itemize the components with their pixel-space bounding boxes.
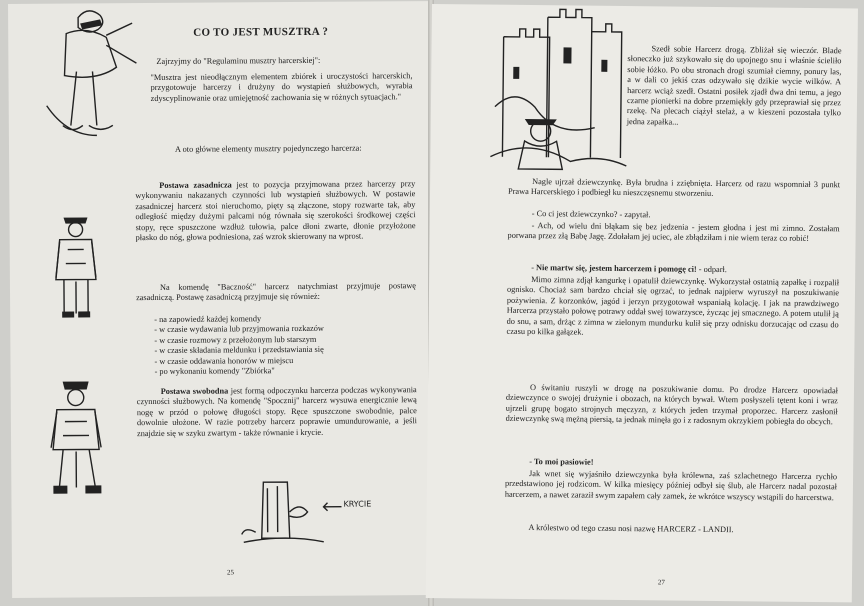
list-item: - w czasie składania meldunku i przedstawiania się: [154, 344, 414, 356]
cartoon-drummer-illustration: [36, 5, 147, 146]
story-paragraph-7: Jak wnet się wyjaśniło dziewczynka była królewna, zaś szlachetnego Harcerza rychło przedstawiono jej rodzicom. W kilka miesięcy później odbył się ślub, ale Harcerz nadal pozostał harcerzem, a nawet zaraził swym zapałem cały zamek, że wkrótce wszyscy wstąpili do harcerstwa.: [504, 469, 838, 503]
regulation-quote: "Musztra jest nieodłącznym elementem zbiórek i uroczystości harcerskich, przygotowuje harcerzy i drużyny do wystąpień służbowych, wyrabia zdyscyplinowanie oraz umiejętność zachowania się w różnych sytuacjach.": [150, 71, 413, 103]
right-page: [426, 4, 858, 602]
postawa-zasadnicza-term: Postawa zasadnicza: [159, 180, 232, 190]
story-bold-line-2: - To moi pasiowie!: [529, 457, 594, 467]
story-paragraph-1: Szedł sobie Harcerz drogą. Zbliżał się wieczór. Blade słoneczko już szykowało się do upojnego snu i właśnie ścieliło sobie łóżko. Po obu stronach drogi szumiał ciemny, ponury las, a w dali co jekiś czas odzywało się dzikie wycie wilków. A harcerz wciąż szedł. Ostatni posiłek zjadł dwa dni temu, a jego czarne pionierki na dobre przemiękły gdy przeprawiał się przez rzekę. Na plecach ciążył stelaż, a w kieszeni pozostała tylko jedna zapałka...: [626, 44, 842, 127]
arrow-left-icon: [321, 502, 341, 512]
story-ending: A królestwo od tego czasu nosi nazwę HARCERZ - LANDII.: [528, 523, 734, 535]
list-item: - po wykonaniu komendy "Zbiórka": [155, 365, 415, 377]
story-paragraph-2: Nagle ujrzał dziewczynkę. Była brudna i zziębnięta. Harcerz od razu wspomniał 3 punkt Prawa Harcerskiego i podbiegł ku nieszczęsnemu stworzeniu.: [507, 177, 841, 199]
zasadnicza-list: [154, 313, 414, 377]
page-number: 25: [226, 568, 235, 577]
krycie-label: KRYCIE: [343, 499, 372, 509]
list-item: - w czasie rozmowy z przełożonym lub starszym: [154, 334, 414, 346]
page-number: 27: [657, 578, 665, 587]
left-page: [8, 1, 432, 598]
postawa-zasadnicza-paragraph: [135, 179, 415, 243]
elements-lead: A oto główne elementy musztry pojedynczego harcerza:: [174, 143, 362, 154]
list-item: - w czasie wydawania lub przyjmowania rozkazów: [154, 324, 414, 336]
castle-and-scout-illustration: [484, 7, 634, 177]
postawa-swobodna-paragraph: [137, 385, 417, 439]
scout-at-ease-illustration: [43, 377, 110, 501]
postawa-zasadnicza-text: jest to pozycja przyjmowana przez harcerzy przy wykonywaniu nakazanych czynności lub wystąpień służbowych. W postawie zasadniczej harcerz stoi nieruchomo, pięty są złączone, stopy rozwarte tak, aby odległość między dużymi palcami nóg równała się szerokości środkowej części stopy, ręce spuszczone wzdłuż tułowia, palce dłoni zwarte, dłonie przyłożone płasko do nóg, głowa podniesiona, zaś wzrok skierowany na wprost.: [135, 179, 416, 243]
story-paragraph-5: Mimo zimna zdjął kangurkę i opatulił dziewczynkę. Wykorzystał ostatnią zapałkę i rozpalił ognisko. Chociaż sam bardzo chciał się ogrzać, to jednak najpierw wyruszył na poszukiwanie pożywienia. Z korzonków, jagód i jerzyn przygotował wspaniałą kolację. I jak na prawdziwego Harcerza przystało połowę potrawy oddał swej towarzysce, życząc jej smacznego. A potem utulił ją do snu, a sam, drżąc z zimna w zielonym mundurku kulił się przy odnisku dorzucając od czasu do czasu po kilka gałązek.: [506, 275, 840, 337]
intro-text: Zajrzyjmy do "Regulaminu musztry harcerskiej":: [156, 55, 321, 66]
story-paragraph-3: - Co ci jest dziewczynko? - zapytał.: [531, 209, 651, 220]
bold-dialogue: - Nie martw się, jestem harcerzem i pomogę ci!: [531, 263, 697, 274]
story-paragraph-4: - Ach, od wielu dni błąkam się bez jedzenia - jestem głodna i jest mi zimno. Zostałam porwana przez złą Babę Jagę. Zdołałam jej uciec, ale zbłądziłam i nie wiem teraz co robić!: [507, 221, 840, 244]
postawa-swobodna-text: jest formą odpoczynku harcerza podczas wykonywania czynności służbowych. Na komendę "Spocznij" harcerz wysuwa energicznie lewą nogę w przód o połowę długości stopy. Ręce spuszczone swobodnie, palce dowolnie ułożone. W razie potrzeby harcerz poprawie umundurowanie, a jeśli znajdzie się w szyku zwartym - także równanie i krycie.: [136, 385, 417, 438]
story-paragraph-6: O świtaniu ruszyli w drogę na poszukiwanie domu. Po drodze Harcerz opowiadał dziewczynce o swojej drużynie i obozach, na których bywał. Wtem posłyszeli tętent koni i wraz ujrzeli grupę bogato strojnych męczyzn, z których jeden trzymał proporzec. Harcerz zasłonił dziewczynkę swą mężną piersią, ta jednak minęła go i z radosnym okrzykiem pobiegła do obcych.: [505, 383, 839, 427]
postawa-swobodna-term: Postawa swobodna: [160, 386, 229, 396]
list-item: - w czasie oddawania honorów w miejscu: [154, 355, 414, 367]
komenda-bacznosc-text: Na komendę "Baczność" harcerz natychmiast przyjmuje postawę zasadniczą. Postawę zasadniczą przyjmuje się również:: [136, 281, 417, 303]
dialogue-tail: - odparł.: [696, 264, 727, 275]
scout-standing-attention-illustration: [47, 211, 104, 323]
page-title: CO TO JEST MUSZTRA ?: [193, 25, 329, 39]
tree-stump-illustration: [233, 472, 324, 553]
list-item: - na zapowiedź każdej komendy: [154, 313, 414, 325]
